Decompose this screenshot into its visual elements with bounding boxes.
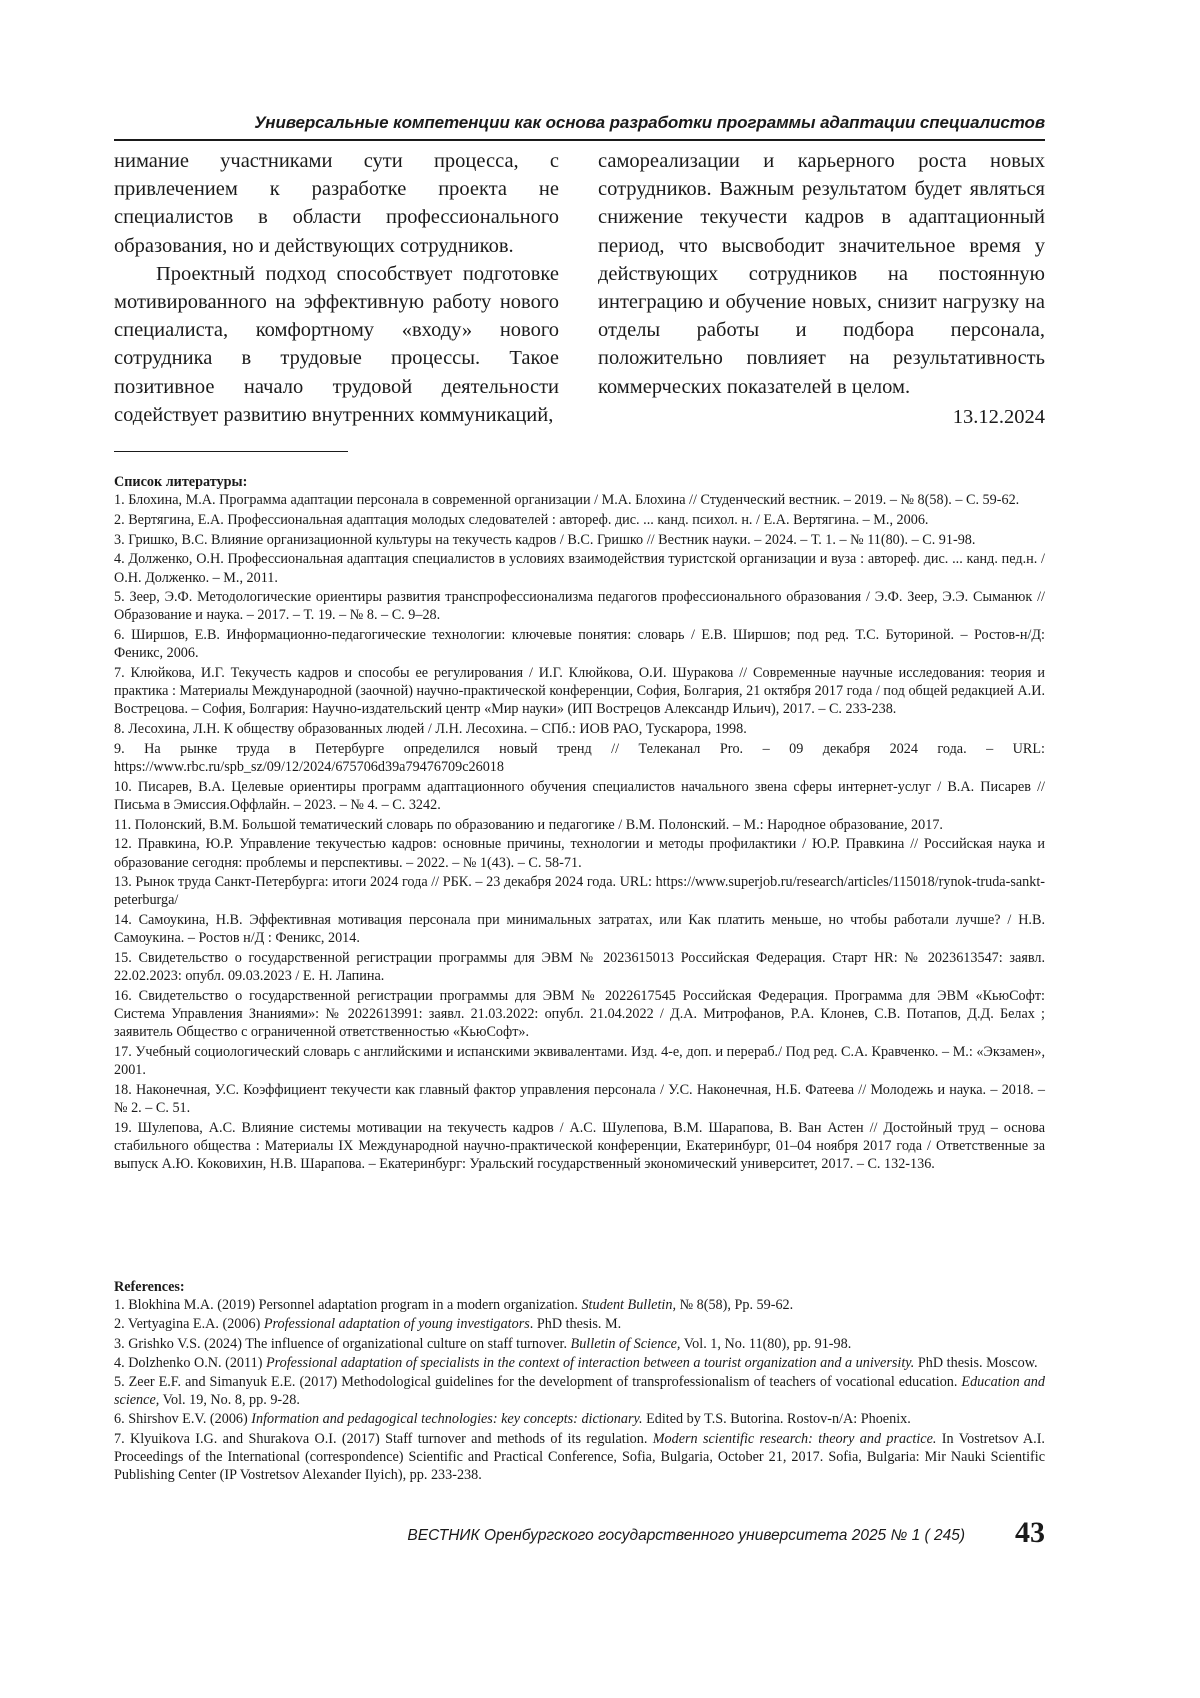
reference-item-en xyxy=(114,1335,1045,1353)
reference-item-en xyxy=(114,1354,1045,1372)
body-column-left xyxy=(114,147,559,429)
reference-text: . PhD thesis. M. xyxy=(529,1316,622,1333)
reference-item-ru: 12. Правкина, Ю.Р. Управление текучестью кадров: основные причины, технологии и методы профилактики / Ю.Р. Правкина // Российская наука и образование сегодня: проблемы и перспективы. – 2022. – № 1(43). – С. 58-71. xyxy=(114,836,1045,871)
reference-source-italic: Professional adaptation of young investigators xyxy=(263,1316,530,1333)
reference-item-ru: 6. Ширшов, Е.В. Информационно-педагогические технологии: ключевые понятия: словарь / Е.В. Ширшов; под ред. Т.С. Буториной. – Ростов-н/Д: Феникс, 2006. xyxy=(114,627,1045,662)
references-ru-heading: Список литературы: xyxy=(114,474,248,490)
reference-item-en xyxy=(114,1315,1045,1333)
body-paragraph: Проектный подход способствует подготовке мотивированного на эффективную работу нового специалиста, комфортному «входу» нового сотрудника в трудовые процессы. Такое позитивное начало трудовой деятельности содействует развитию внутренних коммуникаций, xyxy=(114,262,559,426)
running-head: Универсальные компетенции как основа разработки программы адаптации специалистов xyxy=(254,113,1045,132)
reference-item-en xyxy=(114,1373,1045,1409)
reference-text: 7. Klyuikova I.G. and Shurakova O.I. (2017) Staff turnover and methods of its regulation. xyxy=(114,1430,653,1447)
reference-item-ru: 16. Свидетельство о государственной регистрации программы для ЭВМ № 2022617545 Российская Федерация. Программа для ЭВМ «КьюСофт: Система Управления Знаниями»: № 2022613991: заявл. 21.03.2022: опубл. 21.04.2022 / Д.А. Митрофанов, Р.А. Клонев, С.В. Потапов, Д.Д. Белах ; заявитель Общество с ограниченной ответственностью «КьюСофт». xyxy=(114,987,1045,1041)
references-en xyxy=(114,1278,1045,1485)
reference-item-ru: 18. Наконечная, У.С. Коэффициент текучести как главный фактор управления персонала / У.С. Наконечная, Н.Б. Фатеева // Молодежь и наука. – 2018. – № 2. – С. 51. xyxy=(114,1082,1045,1117)
reference-text: 2. Vertyagina E.A. (2006) xyxy=(114,1316,264,1333)
references-ru xyxy=(114,473,1045,1175)
reference-text: Edited by T.S. Butorina. Rostov-n/A: Phoenix. xyxy=(642,1411,911,1428)
reference-item-ru: 8. Лесохина, Л.Н. К обществу образованных людей / Л.Н. Лесохина. – СПб.: ИОВ РАО, Тускарора, 1998. xyxy=(114,721,747,738)
reference-item-ru: 4. Долженко, О.Н. Профессиональная адаптация специалистов в условиях взаимодействия туристской организации и вуза : автореф. дис. ... канд. пед.н. / О.Н. Долженко. – М., 2011. xyxy=(114,551,1045,586)
reference-text: 4. Dolzhenko O.N. (2011) xyxy=(114,1354,266,1371)
reference-item-ru: 11. Полонский, В.М. Большой тематический словарь по образованию и педагогике / В.М. Полонский. – М.: Народное образование, 2017. xyxy=(114,816,943,833)
reference-item-ru: 13. Рынок труда Санкт-Петербурга: итоги 2024 года // РБК. – 23 декабря 2024 года. URL: https://www.superjob.ru/research/articles/115018/rynok-truda-sankt-peterburga/ xyxy=(114,874,1045,909)
reference-text: PhD thesis. Moscow. xyxy=(914,1354,1038,1371)
reference-item-ru: 2. Вертягина, Е.А. Профессиональная адаптация молодых следователей : автореф. дис. ... канд. психол. н. / Е.А. Вертягина. – М., 2006. xyxy=(114,511,929,528)
reference-item-ru: 9. На рынке труда в Петербурге определился новый тренд // Телеканал Pro. – 09 декабря 2024 года. – URL: https://www.rbc.ru/spb_sz/09/12/2024/675706d39a79476709c26018 xyxy=(114,740,1045,776)
body-paragraph: самореализации и карьерного роста новых сотрудников. Важным результатом будет являться снижение текучести кадров в адаптационный период, что высвободит значительное время у действующих сотрудников на постоянную интеграцию и обучение новых, снизит нагрузку на отделы работы и подбора персонала, положительно повлияет на результативность коммерческих показателей в целом. xyxy=(598,150,1045,398)
reference-source-italic: Modern scientific research: theory and practice. xyxy=(652,1430,937,1447)
reference-item-ru: 3. Гришко, В.С. Влияние организационной культуры на текучесть кадров / В.С. Гришко // Вестник науки. – 2024. – Т. 1. – № 11(80). – С. 91-98. xyxy=(114,531,976,548)
reference-source-italic: Education and science, xyxy=(114,1374,1045,1409)
reference-item-en xyxy=(114,1296,1045,1314)
reference-source-italic: Information and pedagogical technologies: key concepts: dictionary. xyxy=(251,1411,643,1428)
reference-text: In Vostretsov A.I. Proceedings of the International (correspondence) Scientific and Practical Conference, Sofia, Bulgaria, October 21, 2017. Sofia, Bulgaria: Mir Nauki Scientific Publishing Center (IP Vostretsov Alexander Ilyich), pp. 233-238. xyxy=(114,1430,1045,1484)
reference-text: 1. Blokhina M.A. (2019) Personnel adaptation program in a modern organization. xyxy=(114,1297,582,1314)
header-rule xyxy=(114,139,1045,141)
body-paragraph: нимание участниками сути процесса, с привлечением к разработке проекта не специалистов в области профессионального образования, но и действующих сотрудников. xyxy=(114,150,559,257)
reference-item-ru: 5. Зеер, Э.Ф. Методологические ориентиры развития транспрофессионализма педагогов профессионального образования / Э.Ф. Зеер, Э.Э. Сыманюк // Образование и наука. – 2017. – Т. 19. – № 8. – С. 9–28. xyxy=(114,589,1045,624)
reference-text: Vol. 19, No. 8, pp. 9-28. xyxy=(159,1392,300,1409)
reference-text: № 8(58), Pp. 59-62. xyxy=(676,1297,794,1314)
reference-item-ru: 10. Писарев, В.А. Целевые ориентиры программ адаптационного обучения специалистов начального звена сферы интернет-услуг / В.А. Писарев // Письма в Эмиссия.Оффлайн. – 2023. – № 4. – С. 3242. xyxy=(114,778,1045,813)
reference-item-ru: 14. Самоукина, Н.В. Эффективная мотивация персонала при минимальных затратах, или Как платить меньше, но чтобы работали лучше? / Н.В. Самоукина. – Ростов н/Д : Феникс, 2014. xyxy=(114,912,1045,947)
article-date: 13.12.2024 xyxy=(952,405,1045,428)
reference-source-italic: Student Bulletin, xyxy=(581,1297,677,1314)
reference-item-ru: 15. Свидетельство о государственной регистрации программы для ЭВМ № 2023615013 Российская Федерация. Старт HR: № 2023613547: заявл. 22.02.2023: опубл. 09.03.2023 / Е. Н. Лапина. xyxy=(114,950,1045,985)
footer-journal-title: ВЕСТНИК Оренбургского государственного университета 2025 № 1 ( 245) xyxy=(407,1527,965,1544)
references-en-heading: References: xyxy=(114,1279,185,1295)
references-en-list xyxy=(114,1296,1045,1484)
page-footer xyxy=(114,1515,1045,1551)
reference-item-ru: 7. Клюйкова, И.Г. Текучесть кадров и способы ее регулирования / И.Г. Клюйкова, О.И. Шуракова // Современные научные исследования: теория и практика : Материалы Международной (заочной) научно-практической конференции, София, Болгария, 21 октября 2017 года / под общей редакцией А.И. Вострецова. – София, Болгария: Научно-издательский центр «Мир науки» (ИП Вострецов Александр Ильич), 2017. – С. 233-238. xyxy=(114,665,1045,718)
references-ru-list xyxy=(114,491,1045,1173)
reference-item-ru: 17. Учебный социологический словарь с английскими и испанскими эквивалентами. Изд. 4-е, доп. и перераб./ Под ред. С.А. Кравченко. – М.: «Экзамен», 2001. xyxy=(114,1044,1045,1079)
reference-text: 5. Zeer E.F. and Simanyuk E.E. (2017) Methodological guidelines for the development of transprofessionalism of teachers of vocational education. xyxy=(114,1374,962,1391)
separator-rule xyxy=(114,451,348,452)
reference-item-en xyxy=(114,1430,1045,1485)
reference-item-ru: 1. Блохина, М.А. Программа адаптации персонала в современной организации / М.А. Блохина // Студенческий вестник. – 2019. – № 8(58). – С. 59-62. xyxy=(114,492,1020,509)
reference-text: 6. Shirshov E.V. (2006) xyxy=(114,1411,252,1428)
page-number: 43 xyxy=(1015,1516,1045,1549)
reference-source-italic: Bulletin of Science, xyxy=(570,1335,681,1352)
reference-text: Vol. 1, No. 11(80), pp. 91-98. xyxy=(680,1335,852,1352)
reference-item-ru: 19. Шулепова, А.С. Влияние системы мотивации на текучесть кадров / А.С. Шулепова, В.М. Шарапова, В. Ван Астен // Достойный труд – основа стабильного общества : Материалы IX Международной научно-практической конференции, Екатеринбург, 01–04 ноября 2017 года / Ответственные за выпуск А.Ю. Коковихин, Н.В. Шарапова. – Екатеринбург: Уральский государственный экономический университет, 2017. – С. 132-136. xyxy=(114,1119,1045,1173)
reference-text: 3. Grishko V.S. (2024) The influence of organizational culture on staff turnover. xyxy=(114,1335,571,1352)
body-column-right xyxy=(598,147,1045,431)
reference-item-en xyxy=(114,1410,1045,1428)
reference-source-italic: Professional adaptation of specialists in the context of interaction between a tourist organization and a university. xyxy=(265,1354,915,1371)
